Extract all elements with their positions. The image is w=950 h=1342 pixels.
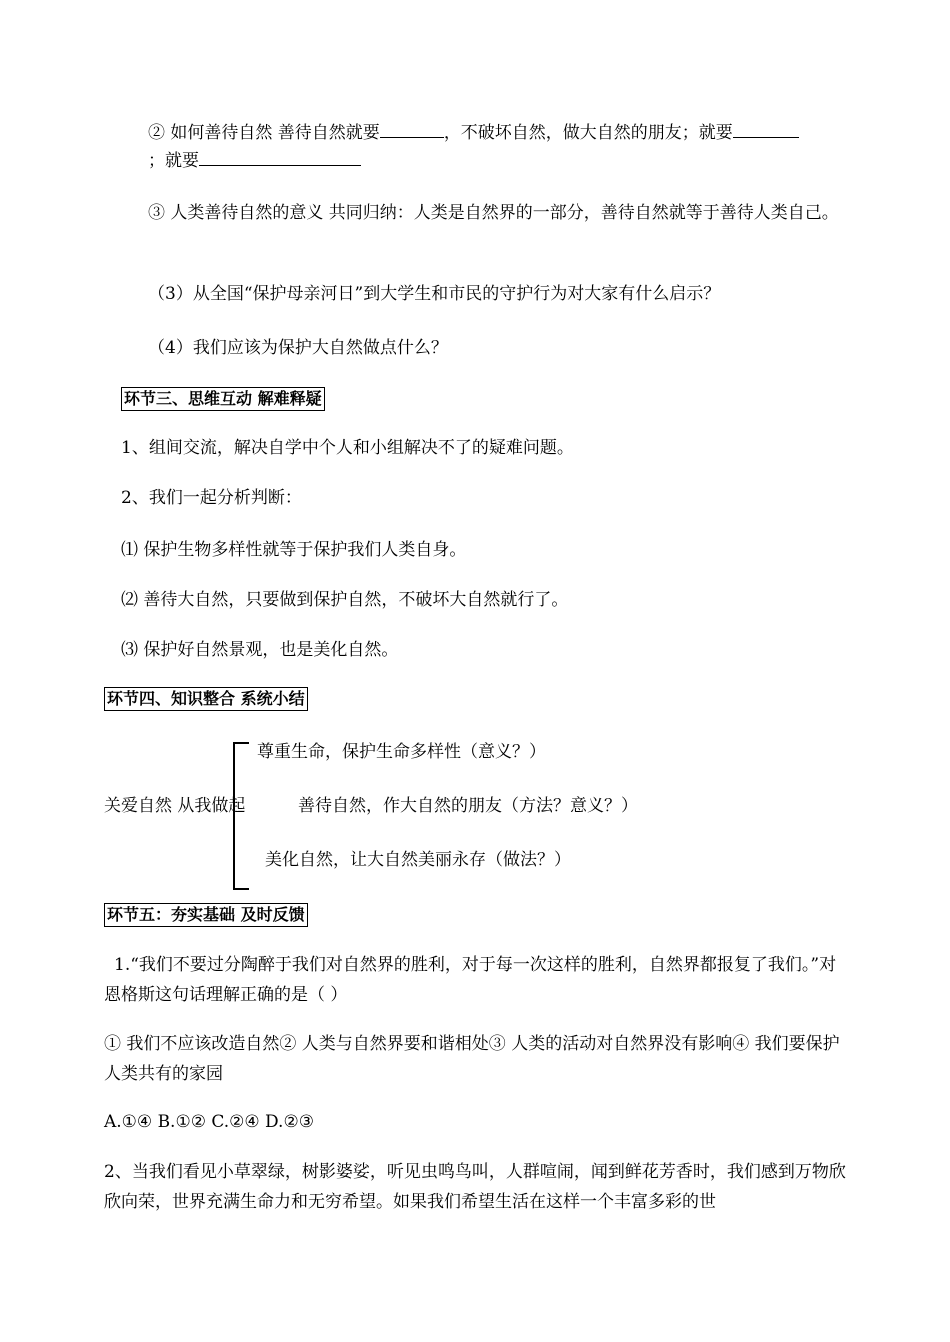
question-2: 2、当我们看见小草翠绿，树影婆娑，听见虫鸣鸟叫，人群喧闹，闻到鲜花芳香时，我们感到万物欣欣向荣，世界充满生命力和无穷希望。如果我们希望生活在这样一个丰富多彩的世 [104, 1162, 846, 1212]
item-2-line-1 [148, 118, 799, 148]
question-3: （3）从全国“保护母亲河日”到大学生和市民的守护行为对大家有什么启示？ [148, 284, 721, 304]
section-4-heading: 环节四、知识整合 系统小结 [104, 687, 308, 711]
judgment-3: ⑶ 保护好自然景观，也是美化自然。 [121, 640, 399, 660]
item-2-prefix: ② 如何善待自然 善待自然就要 [148, 123, 380, 143]
item-2-line-2 [148, 146, 361, 176]
section-3-paragraph-1: 1、组间交流，解决自学中个人和小组解决不了的疑难问题。 [121, 438, 574, 458]
summary-root: 关爱自然 从我做起 [104, 796, 246, 816]
fill-blank-2[interactable] [733, 119, 799, 138]
section-5-heading: 环节五：夯实基础 及时反馈 [104, 903, 308, 927]
item-2-line2-text: ；就要 [148, 151, 199, 171]
summary-branch-3: 美化自然，让大自然美丽永存（做法？） [265, 850, 571, 870]
item-3: ③ 人类善待自然的意义 共同归纳：人类是自然界的一部分，善待自然就等于善待人类自己。 [148, 203, 839, 223]
bracket-bottom [233, 888, 249, 890]
fill-blank-3[interactable] [199, 147, 361, 166]
question-1: 1.“我们不要过分陶醉于我们对自然界的胜利，对于每一次这样的胜利，自然界都报复了我们。”对恩格斯这句话理解正确的是（ ） [104, 955, 837, 1005]
summary-branch-1: 尊重生命，保护生命多样性（意义？） [257, 742, 546, 762]
question-1-choices: A.①④ B.①② C.②④ D.②③ [104, 1112, 314, 1132]
section-3-paragraph-2: 2、我们一起分析判断： [121, 488, 302, 508]
bracket-top [233, 742, 249, 744]
fill-blank-1[interactable] [380, 119, 444, 138]
summary-branch-2: 善待自然，作大自然的朋友（方法？意义？） [298, 796, 638, 816]
judgment-1: ⑴ 保护生物多样性就等于保护我们人类自身。 [121, 540, 467, 560]
judgment-2: ⑵ 善待大自然，只要做到保护自然，不破坏大自然就行了。 [121, 590, 569, 610]
question-4: （4）我们应该为保护大自然做点什么？ [148, 338, 448, 358]
question-1-options: ① 我们不应该改造自然② 人类与自然界要和谐相处③ 人类的活动对自然界没有影响④ 我们要保护人类共有的家园 [104, 1034, 840, 1084]
section-3-heading: 环节三、思维互动 解难释疑 [121, 387, 325, 411]
item-2-mid: ，不破坏自然，做大自然的朋友；就要 [443, 123, 733, 143]
